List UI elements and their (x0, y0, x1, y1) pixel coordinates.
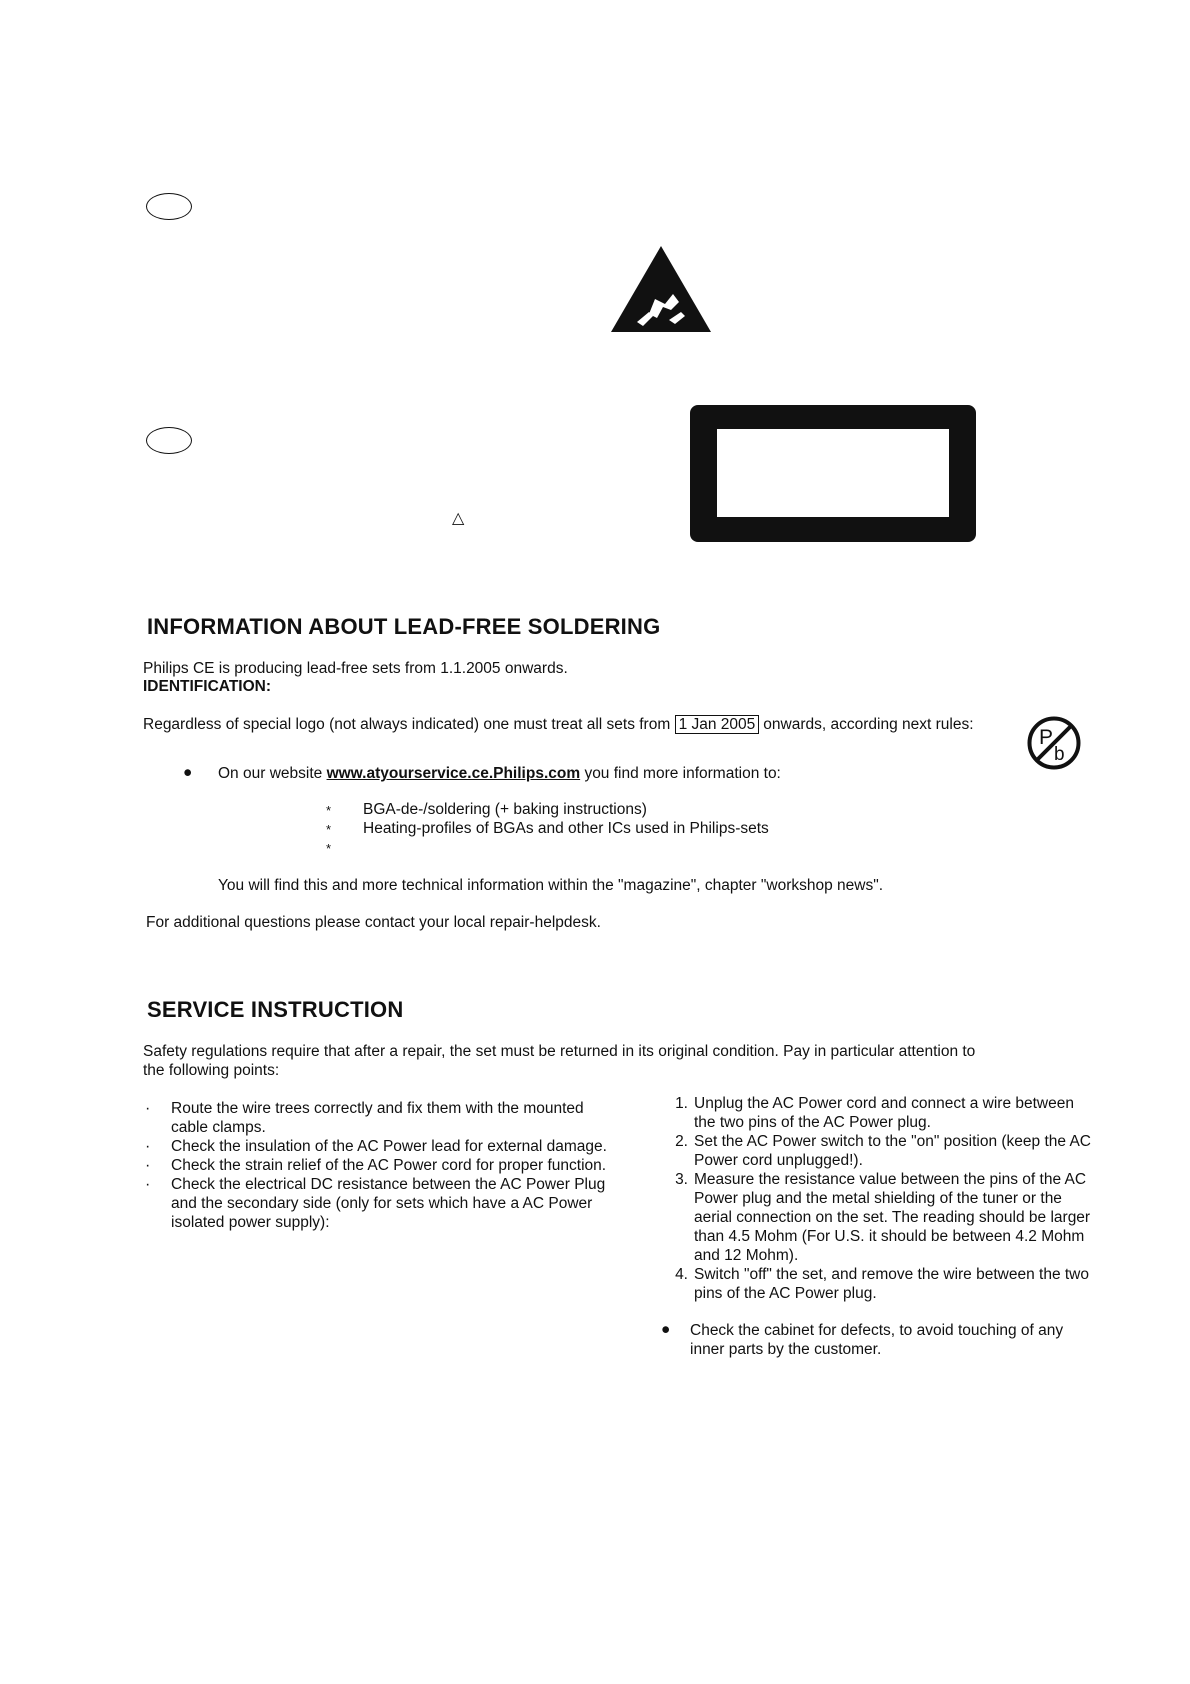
esd-warning-icon (609, 244, 713, 334)
step-item (666, 1132, 1091, 1170)
check-item: · Check the insulation of the AC Power lead for external damage. (145, 1137, 615, 1156)
service-checks (145, 1099, 615, 1232)
info-marker: * (326, 841, 332, 856)
step-number: 1. (675, 1095, 688, 1112)
step-text: Set the AC Power switch to the "on" position (keep the AC Power cord unplugged!). (694, 1133, 1091, 1169)
date-box: 1 Jan 2005 (675, 715, 760, 734)
cabinet-check: Check the cabinet for defects, to avoid touching of any inner parts by the customer. (690, 1322, 1064, 1358)
lead-free-title: INFORMATION ABOUT LEAD-FREE SOLDERING (147, 614, 661, 639)
check-item: · Check the electrical DC resistance between the AC Power Plug and the secondary side (only for sets which have a AC Power isolated power supply): (145, 1175, 615, 1232)
class-label-inner (717, 429, 949, 517)
info-marker: * (326, 822, 332, 837)
regardless-rule (143, 715, 974, 734)
magazine-note: You will find this and more technical information within the "magazine", chapter "workshop news". (218, 877, 884, 894)
step-text: Measure the resistance value between the pins of the AC Power plug and the metal shielding of the tuner or the aerial connection on the set. The reading should be larger than 4.5 Mohm (For U.S. it should be between 4.2 Mohm and 12 Mohm). (694, 1171, 1091, 1264)
website-line (218, 764, 781, 783)
step-number: 2. (675, 1133, 688, 1150)
website-bullet: ● (183, 764, 193, 781)
cabinet-bullet: ● (661, 1321, 671, 1338)
step-number: 4. (675, 1266, 688, 1283)
service-intro-line2: the following points: (143, 1062, 280, 1079)
info-markers (326, 801, 331, 858)
language-oval-1 (146, 193, 192, 220)
step-number: 3. (675, 1171, 688, 1188)
info-list (363, 800, 769, 838)
step-text: Unplug the AC Power cord and connect a wire between the two pins of the AC Power plug. (694, 1095, 1074, 1131)
check-item: · Route the wire trees correctly and fix them with the mounted cable clamps. (145, 1099, 615, 1137)
service-intro-line1: Safety regulations require that after a repair, the set must be returned in its original condition. Pay in particular attention to (143, 1043, 976, 1060)
step-item (666, 1094, 1091, 1132)
language-oval-2 (146, 427, 192, 454)
check-item: · Check the strain relief of the AC Power cord for proper function. (145, 1156, 615, 1175)
info-marker: * (326, 803, 332, 818)
step-item (666, 1170, 1091, 1265)
warning-triangle-symbol: △ (452, 510, 465, 527)
step-item (666, 1265, 1091, 1303)
info-item: Heating-profiles of BGAs and other ICs used in Philips-sets (363, 820, 769, 837)
website-suffix: you find more information to: (584, 765, 781, 782)
identification-heading: IDENTIFICATION: (143, 678, 272, 695)
svg-text:b: b (1054, 744, 1065, 765)
website-link[interactable]: www.atyourservice.ce.Philips.com (326, 765, 581, 782)
lead-free-intro: Philips CE is producing lead-free sets from 1.1.2005 onwards. (143, 660, 568, 677)
regardless-suffix: onwards, according next rules: (763, 716, 974, 733)
pb-free-logo-icon (1026, 715, 1082, 771)
service-steps (666, 1094, 1091, 1303)
helpdesk-note: For additional questions please contact your local repair-helpdesk. (146, 914, 601, 931)
svg-text:P: P (1039, 726, 1054, 749)
regardless-prefix: Regardless of special logo (not always indicated) one must treat all sets from (143, 716, 671, 733)
website-prefix: On our website (218, 765, 323, 782)
info-item: BGA-de-/soldering (+ baking instructions) (363, 801, 647, 818)
step-text: Switch "off" the set, and remove the wire between the two pins of the AC Power plug. (694, 1266, 1089, 1302)
service-title: SERVICE INSTRUCTION (147, 997, 404, 1022)
class-label-frame (690, 405, 976, 542)
